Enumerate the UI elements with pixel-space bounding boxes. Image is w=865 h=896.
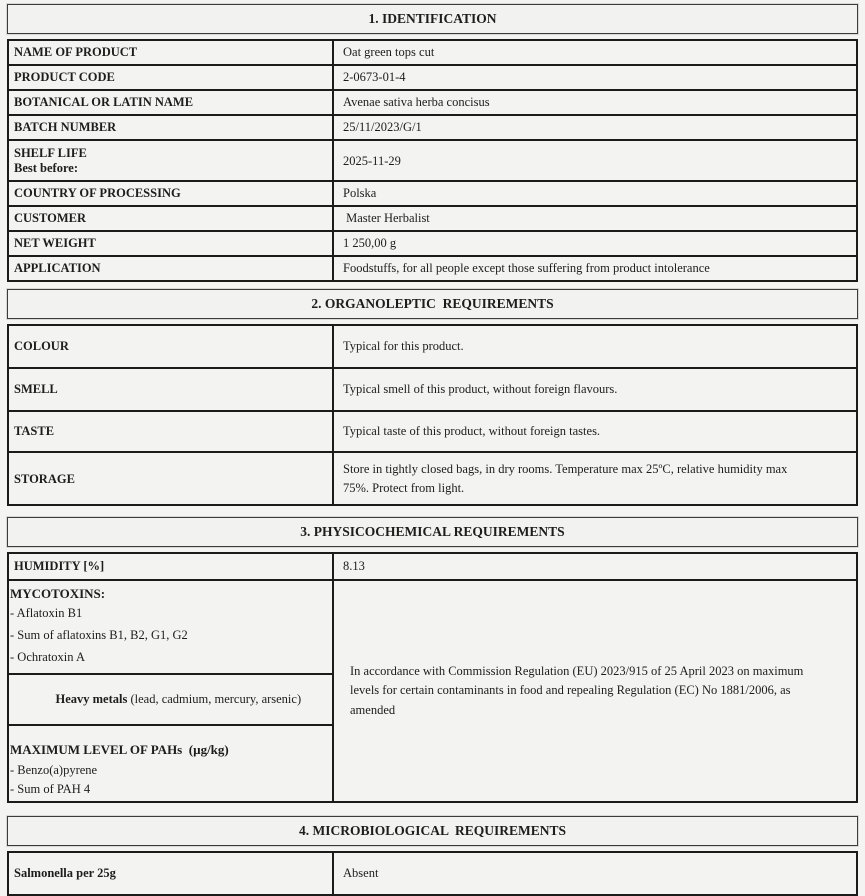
table-row — [8, 368, 857, 411]
physicochemical-table — [7, 552, 858, 803]
table-row — [8, 411, 857, 452]
row-label — [8, 140, 333, 181]
section-3-header — [7, 517, 858, 547]
table-row — [8, 452, 857, 505]
table-row — [8, 256, 857, 281]
row-label: TASTE — [8, 411, 333, 452]
section-2-title: 2. ORGANOLEPTIC REQUIREMENTS — [311, 296, 554, 311]
best-before-label: Best before: — [14, 161, 78, 175]
section-identification — [7, 4, 858, 282]
row-label: PRODUCT CODE — [8, 65, 333, 90]
table-row — [8, 231, 857, 256]
mycotoxins-cell — [8, 580, 333, 674]
humidity-value: 8.13 — [333, 553, 857, 580]
microbiological-table — [7, 851, 858, 896]
row-label: COLOUR — [8, 325, 333, 368]
row-label: BOTANICAL OR LATIN NAME — [8, 90, 333, 115]
section-physicochemical — [7, 517, 858, 803]
section-1-header — [7, 4, 858, 34]
row-label: CUSTOMER — [8, 206, 333, 231]
pahs-item: - Sum of PAH 4 — [10, 781, 91, 796]
table-row — [8, 90, 857, 115]
table-row — [8, 325, 857, 368]
section-4-header — [7, 816, 858, 846]
regulation-note: In accordance with Commission Regulation (EU) 2023/915 of 25 April 2023 on maximum levels for certain contaminants in food and repealing Regulation (EC) No 1881/2006, as amended — [350, 663, 804, 717]
table-row — [8, 115, 857, 140]
row-value: Typical taste of this product, without foreign tastes. — [333, 411, 857, 452]
salmonella-label: Salmonella per 25g — [8, 852, 333, 895]
row-label: BATCH NUMBER — [8, 115, 333, 140]
table-row — [8, 40, 857, 65]
mycotoxin-item: - Ochratoxin A — [10, 650, 85, 664]
pahs-title: MAXIMUM LEVEL OF PAHs (µg/kg) — [10, 742, 229, 757]
section-1-title: 1. IDENTIFICATION — [368, 11, 497, 26]
row-label: APPLICATION — [8, 256, 333, 281]
regulation-note-cell — [333, 580, 857, 802]
row-value: Typical for this product. — [333, 325, 857, 368]
row-label: STORAGE — [8, 452, 333, 505]
table-row — [8, 553, 857, 580]
table-row — [8, 140, 857, 181]
row-value: Avenae sativa herba concisus — [333, 90, 857, 115]
row-label: NET WEIGHT — [8, 231, 333, 256]
heavy-metals-cell — [8, 674, 333, 725]
row-value: 2-0673-01-4 — [333, 65, 857, 90]
row-value: Master Herbalist — [333, 206, 857, 231]
row-value: Store in tightly closed bags, in dry rooms. Temperature max 25ºC, relative humidity max 75%. Protect from light. — [333, 452, 857, 505]
heavy-metals-detail: (lead, cadmium, mercury, arsenic) — [127, 692, 302, 706]
salmonella-value: Absent — [333, 852, 857, 895]
shelf-life-label: SHELF LIFE — [14, 146, 87, 160]
section-organoleptic — [7, 289, 858, 506]
row-label: SMELL — [8, 368, 333, 411]
identification-table — [7, 39, 858, 282]
mycotoxins-title: MYCOTOXINS: — [10, 586, 106, 601]
mycotoxin-item: - Aflatoxin B1 — [10, 606, 83, 620]
row-value: 1 250,00 g — [333, 231, 857, 256]
heavy-metals-label: Heavy metals — [55, 692, 128, 706]
table-row — [8, 852, 857, 895]
row-value: Polska — [333, 181, 857, 206]
section-3-title: 3. PHYSICOCHEMICAL REQUIREMENTS — [300, 524, 565, 539]
row-label: NAME OF PRODUCT — [8, 40, 333, 65]
section-microbiological — [7, 816, 858, 896]
row-value: 2025-11-29 — [333, 140, 857, 181]
row-label: COUNTRY OF PROCESSING — [8, 181, 333, 206]
table-row — [8, 580, 857, 674]
table-row — [8, 65, 857, 90]
table-row — [8, 181, 857, 206]
section-2-header — [7, 289, 858, 319]
section-4-title: 4. MICROBIOLOGICAL REQUIREMENTS — [298, 822, 567, 838]
humidity-label: HUMIDITY [%] — [8, 553, 333, 580]
row-value: 25/11/2023/G/1 — [333, 115, 857, 140]
pahs-item: - Benzo(a)pyrene — [10, 763, 98, 777]
organoleptic-table — [7, 324, 858, 506]
row-value: Foodstuffs, for all people except those suffering from product intolerance — [333, 256, 857, 281]
row-value: Typical smell of this product, without foreign flavours. — [333, 368, 857, 411]
table-row — [8, 206, 857, 231]
row-value: Oat green tops cut — [333, 40, 857, 65]
pahs-cell — [8, 725, 333, 802]
mycotoxin-item: - Sum of aflatoxins B1, B2, G1, G2 — [10, 628, 188, 642]
